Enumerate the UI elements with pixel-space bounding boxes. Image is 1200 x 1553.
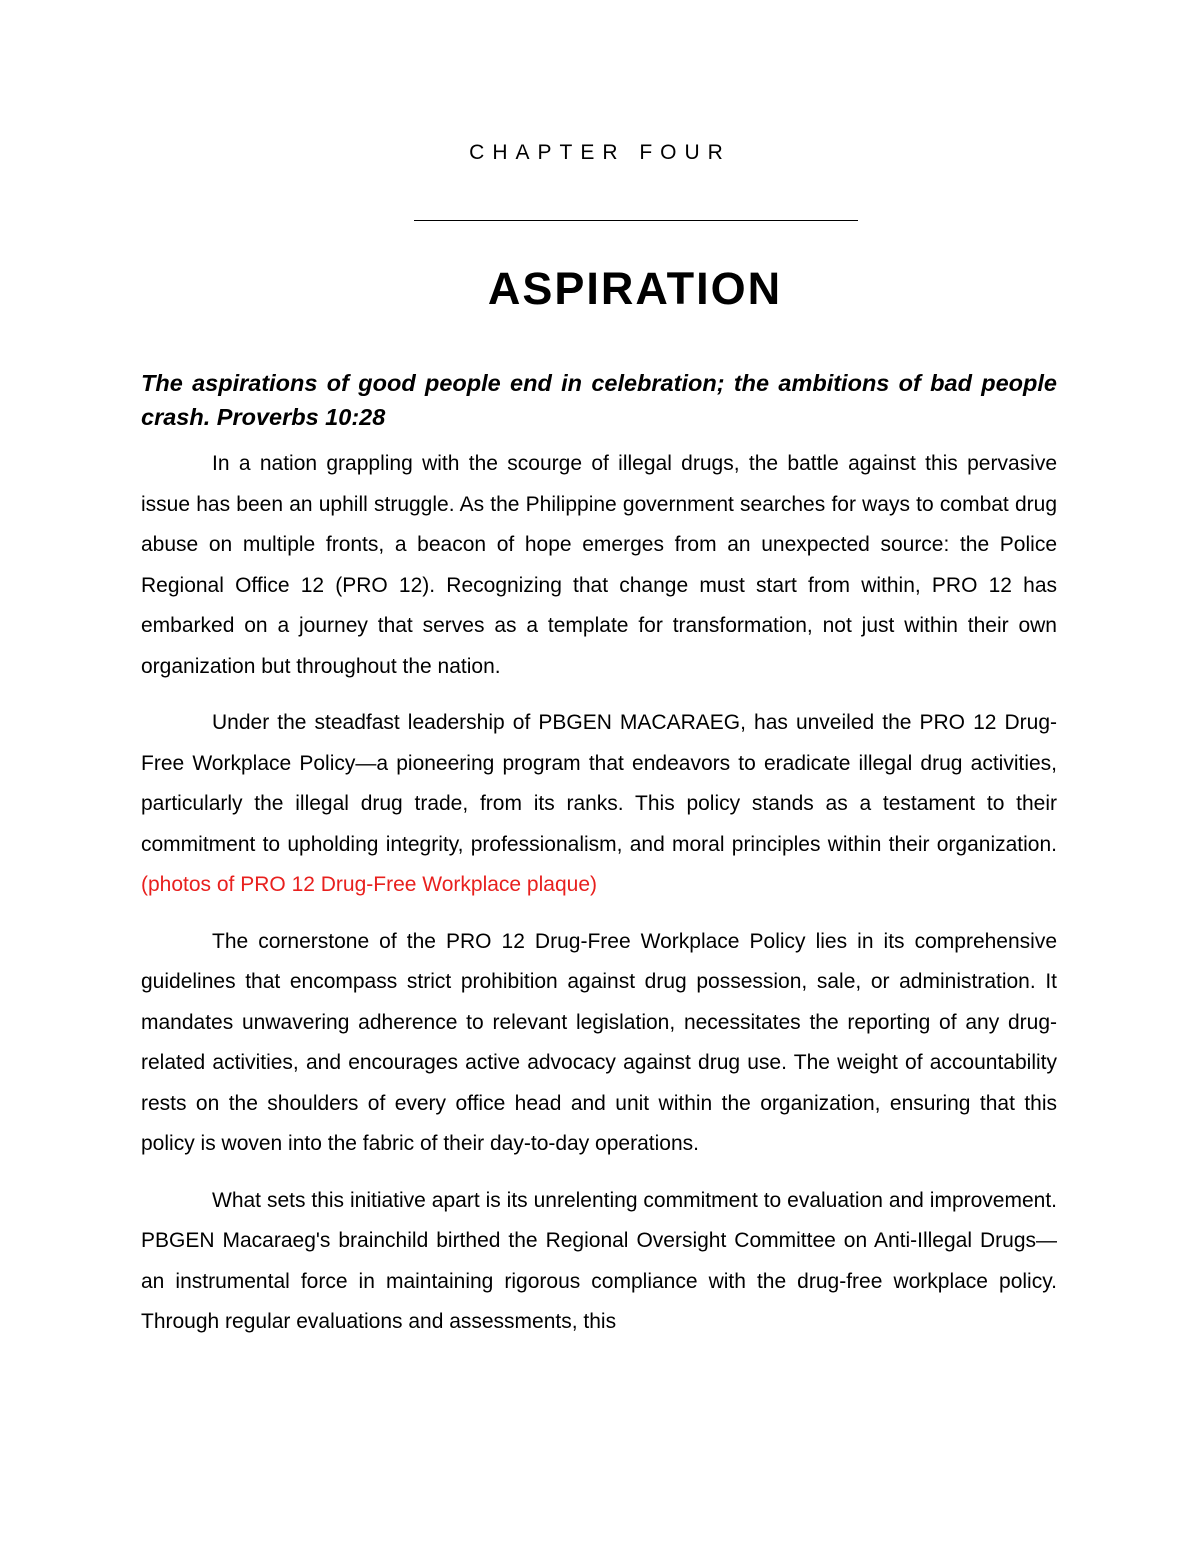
epigraph: The aspirations of good people end in celebration; the ambitions of bad people crash. Proverbs 10:28 xyxy=(141,370,1057,430)
paragraph-2 xyxy=(141,703,1057,906)
chapter-label: CHAPTER FOUR xyxy=(469,141,731,164)
chapter-title: ASPIRATION xyxy=(487,263,783,314)
body-text xyxy=(141,366,1057,1359)
paragraph-3: The cornerstone of the PRO 12 Drug-Free Workplace Policy lies in its comprehensive guidelines that encompass strict prohibition against drug possession, sale, or administration. It mandates unwavering adherence to relevant legislation, necessitates the reporting of any drug-related activities, and encourages active advocacy against drug use. The weight of accountability rests on the shoulders of every office head and unit within the organization, ensuring that this policy is woven into the fabric of their day-to-day operations. xyxy=(141,929,1057,1155)
paragraph-1: In a nation grappling with the scourge of illegal drugs, the battle against this pervasive issue has been an uphill struggle. As the Philippine government searches for ways to combat drug abuse on multiple fronts, a beacon of hope emerges from an unexpected source: the Police Regional Office 12 (PRO 12). Recognizing that change must start from within, PRO 12 has embarked on a journey that serves as a template for transformation, not just within their own organization but throughout the nation. xyxy=(141,452,1057,678)
paragraph-2-text: Under the steadfast leadership of PBGEN MACARAEG, has unveiled the PRO 12 Drug-Free Workplace Policy—a pioneering program that endeavors to eradicate illegal drug activities, particularly the illegal drug trade, from its ranks. This policy stands as a testament to their commitment to upholding integrity, professionalism, and moral principles within their organization. xyxy=(141,711,1057,856)
title-divider xyxy=(414,220,858,221)
paragraph-4: What sets this initiative apart is its unrelenting commitment to evaluation and improvement. PBGEN Macaraeg's brainchild birthed the Regional Oversight Committee on Anti-Illegal Drugs—an instrumental force in maintaining rigorous compliance with the drug-free workplace policy. Through regular evaluations and assessments, this xyxy=(141,1188,1057,1333)
photo-note: (photos of PRO 12 Drug-Free Workplace plaque) xyxy=(141,873,597,896)
